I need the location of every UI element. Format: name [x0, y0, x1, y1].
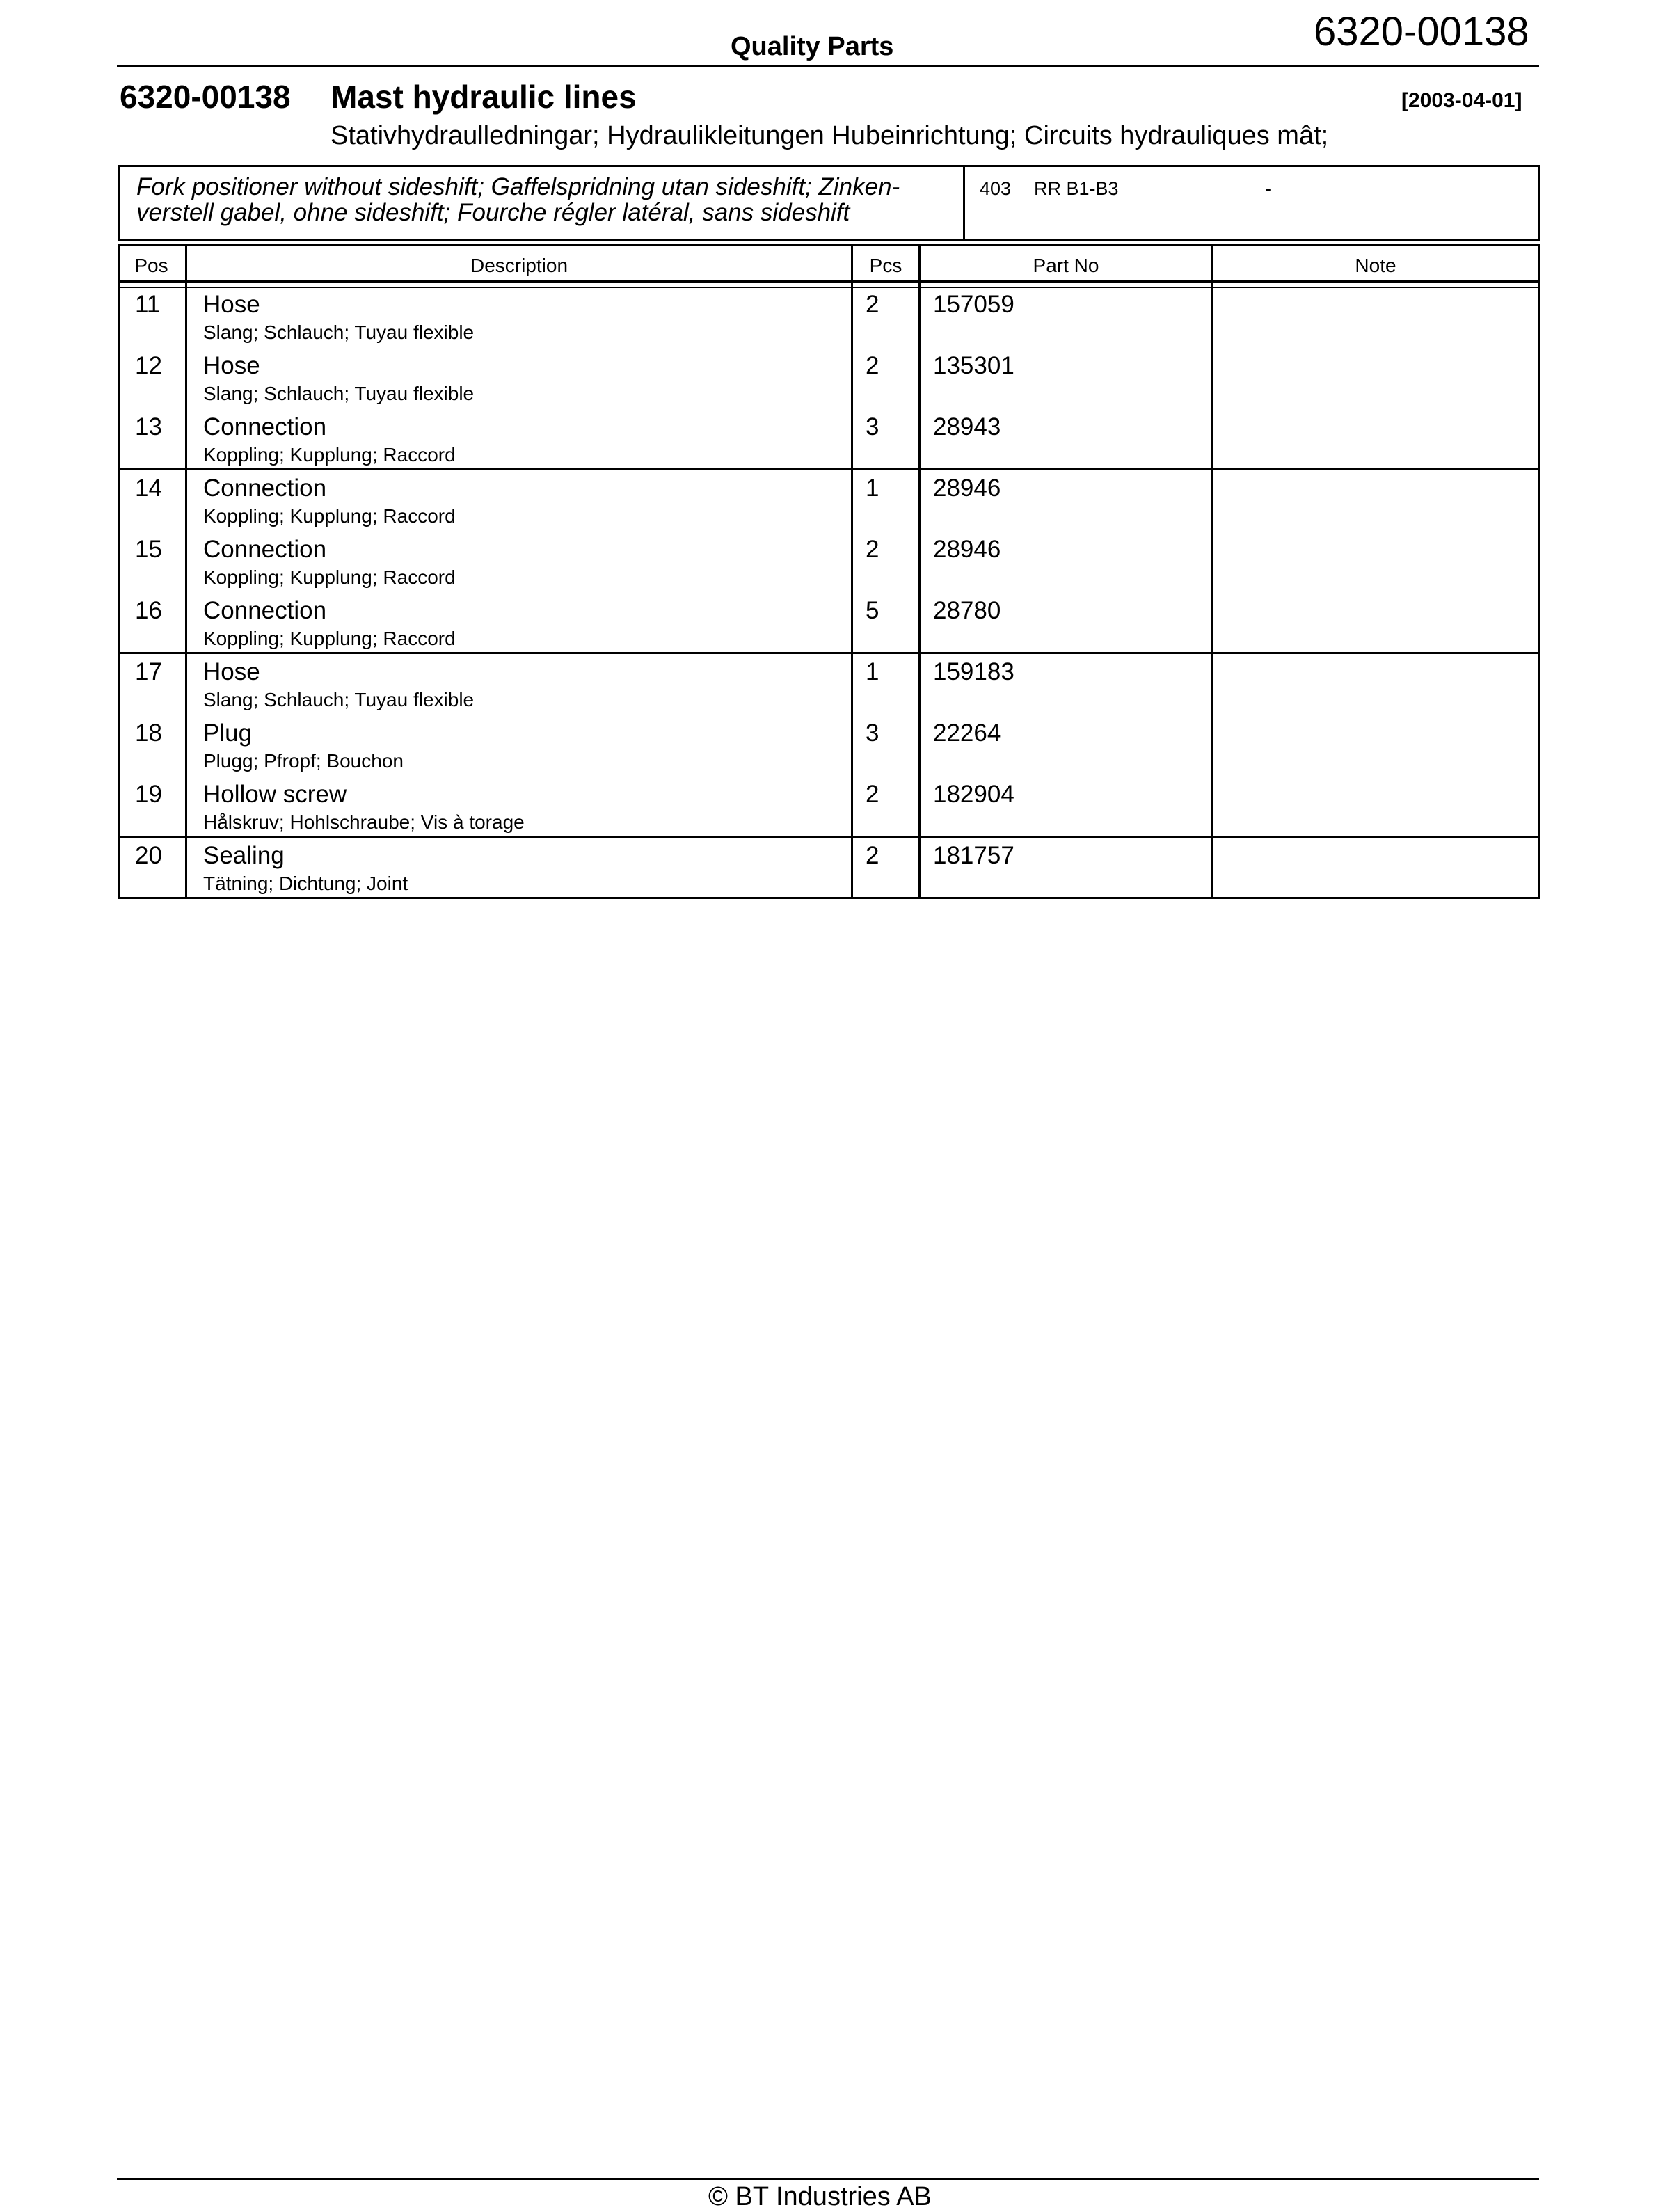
group-divider [118, 836, 1540, 838]
column-header-description: Description [470, 255, 568, 276]
row-description: Hose [203, 352, 260, 379]
row-translations: Tätning; Dichtung; Joint [203, 873, 408, 894]
row-pcs: 1 [866, 658, 879, 685]
row-pcs: 3 [866, 719, 879, 747]
variant-dash: - [1265, 178, 1271, 199]
row-pcs: 5 [866, 597, 879, 624]
part-title: Mast hydraulic lines [331, 79, 637, 115]
row-description: Hose [203, 658, 260, 685]
row-translations: Koppling; Kupplung; Raccord [203, 505, 456, 527]
row-pos: 19 [135, 781, 162, 808]
row-description: Sealing [203, 842, 285, 869]
variant-model: 403 [980, 178, 1012, 199]
row-part-no: 28946 [933, 475, 1001, 502]
column-header-pcs: Pcs [869, 255, 902, 276]
row-translations: Hålskruv; Hohlschraube; Vis à torage [203, 811, 525, 833]
row-description: Connection [203, 413, 327, 440]
part-date: [2003-04-01] [1401, 89, 1522, 112]
row-pos: 14 [135, 475, 162, 502]
row-translations: Plugg; Pfropf; Bouchon [203, 750, 404, 772]
row-translations: Koppling; Kupplung; Raccord [203, 628, 456, 649]
column-header-part-no: Part No [1033, 255, 1099, 276]
document-number: 6320-00138 [1314, 9, 1529, 54]
column-divider [918, 244, 921, 899]
variant-description [136, 174, 950, 225]
row-translations: Slang; Schlauch; Tuyau flexible [203, 689, 475, 710]
row-pcs: 2 [866, 352, 879, 379]
row-part-no: 159183 [933, 658, 1014, 685]
column-divider [851, 244, 853, 899]
row-translations: Koppling; Kupplung; Raccord [203, 444, 456, 466]
row-pcs: 1 [866, 475, 879, 502]
header-divider [117, 65, 1539, 67]
row-pcs: 2 [866, 842, 879, 869]
variant-line-1: Fork positioner without sideshift; Gaffelspridning utan sideshift; Zinken- [136, 173, 900, 200]
header-rule-bottom [118, 287, 1540, 288]
row-part-no: 135301 [933, 352, 1014, 379]
row-translations: Slang; Schlauch; Tuyau flexible [203, 383, 475, 404]
row-part-no: 181757 [933, 842, 1014, 869]
row-description: Connection [203, 475, 327, 502]
row-pcs: 3 [866, 413, 879, 440]
column-header-pos: Pos [134, 255, 168, 276]
footer-divider [117, 2178, 1539, 2180]
variant-range: RR B1-B3 [1034, 178, 1119, 199]
variant-line-2: verstell gabel, ohne sideshift; Fourche régler latéral, sans sideshift [136, 199, 850, 226]
row-pcs: 2 [866, 781, 879, 808]
row-translations: Koppling; Kupplung; Raccord [203, 566, 456, 588]
variant-divider [963, 165, 965, 241]
footer-copyright: © BT Industries AB [708, 2182, 932, 2211]
column-divider [185, 244, 187, 899]
part-code: 6320-00138 [120, 79, 291, 115]
row-pos: 11 [135, 291, 161, 318]
row-description: Plug [203, 719, 253, 747]
row-description: Connection [203, 597, 327, 624]
group-divider [118, 652, 1540, 654]
part-subtitle: Stativhydraulledningar; Hydraulikleitungen Hubeinrichtung; Circuits hydrauliques mât; [331, 121, 1329, 150]
row-part-no: 28943 [933, 413, 1001, 440]
row-part-no: 22264 [933, 719, 1001, 747]
row-pos: 18 [135, 719, 162, 747]
row-pcs: 2 [866, 536, 879, 563]
row-pos: 12 [135, 352, 162, 379]
row-translations: Slang; Schlauch; Tuyau flexible [203, 321, 475, 343]
column-header-note: Note [1355, 255, 1396, 276]
row-pcs: 2 [866, 291, 879, 318]
row-description: Hollow screw [203, 781, 347, 808]
row-part-no: 28780 [933, 597, 1001, 624]
row-part-no: 157059 [933, 291, 1014, 318]
row-part-no: 182904 [933, 781, 1014, 808]
row-description: Connection [203, 536, 327, 563]
row-pos: 20 [135, 842, 162, 869]
row-pos: 17 [135, 658, 162, 685]
row-pos: 16 [135, 597, 162, 624]
row-pos: 15 [135, 536, 162, 563]
column-divider [1211, 244, 1213, 899]
row-pos: 13 [135, 413, 162, 440]
row-description: Hose [203, 291, 260, 318]
row-part-no: 28946 [933, 536, 1001, 563]
header-rule-top [118, 280, 1540, 283]
header-title: Quality Parts [731, 32, 894, 61]
group-divider [118, 468, 1540, 470]
